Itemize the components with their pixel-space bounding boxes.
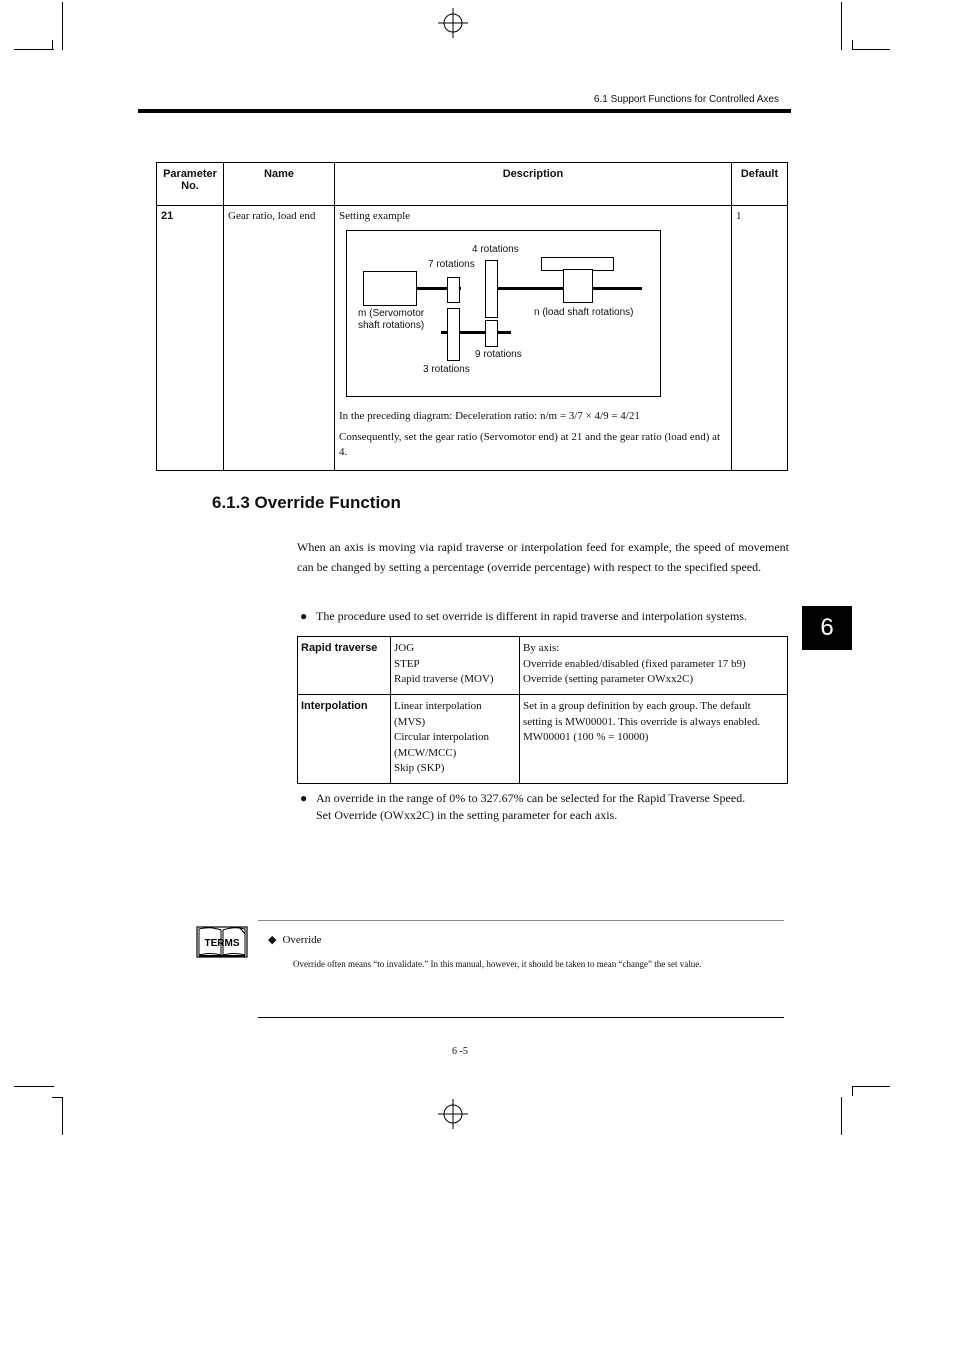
bullet-item-2: ● An override in the range of 0% to 327.67% can be selected for the Rapid Traverse Speed. Set Override (OWxx2C) in the setting parameter for each axis.: [300, 791, 746, 822]
crop-mark: [852, 40, 853, 50]
crop-mark: [841, 1097, 842, 1135]
header-rule: [138, 109, 791, 113]
crop-mark: [52, 1097, 62, 1098]
param-default-cell: 1: [732, 206, 788, 471]
gear-7-rotations: [447, 277, 460, 303]
label-servomotor-line1: m (Servomotor: [358, 308, 425, 319]
crop-mark: [852, 49, 890, 50]
label-7-rotations: 7 rotations: [428, 259, 475, 270]
crop-mark: [852, 1086, 853, 1096]
rapid-traverse-modes: JOG STEP Rapid traverse (MOV): [391, 637, 520, 695]
table-row: [298, 695, 788, 784]
description-intro: Setting example: [339, 210, 411, 222]
term-definition: Override often means “to invalidate.” In this manual, however, it should be taken to mean “change” the set value.: [293, 959, 702, 969]
load-body: [563, 269, 593, 303]
terms-bottom-rule: [258, 1017, 784, 1018]
diamond-bullet-icon: ◆: [268, 934, 277, 946]
description-calculation: In the preceding diagram: Deceleration ratio: n/m = 3/7 × 4/9 = 4/21: [339, 410, 640, 422]
crop-mark: [62, 2, 63, 50]
parameter-table: [156, 162, 788, 471]
table-row: [298, 637, 788, 695]
param-name-cell: Gear ratio, load end: [224, 206, 335, 471]
crop-mark: [841, 2, 842, 50]
gear-9-rotations: [485, 320, 498, 347]
interpolation-modes: Linear interpolation (MVS) Circular interpolation (MCW/MCC) Skip (SKP): [391, 695, 520, 784]
section-heading: 6.1.3 Override Function: [212, 493, 401, 512]
terms-top-rule: [258, 920, 784, 921]
crop-mark: [52, 40, 53, 50]
col-header-description: Description: [335, 163, 732, 206]
crop-mark: [852, 1086, 890, 1087]
row-label-rapid-traverse: Rapid traverse: [298, 637, 391, 695]
terms-book-icon: [196, 925, 248, 958]
bullet-dot: ●: [300, 791, 308, 805]
override-table: [297, 636, 788, 784]
col-header-default: Default: [732, 163, 788, 206]
running-header: 6.1 Support Functions for Controlled Axes: [593, 94, 779, 105]
bullet-item-1: ● The procedure used to set override is different in rapid traverse and interpolation systems.: [300, 609, 747, 623]
page-number: 6 -5: [452, 1046, 468, 1057]
label-3-rotations: 3 rotations: [423, 364, 470, 375]
param-description-cell: [335, 206, 732, 471]
registration-mark-bottom: [438, 1099, 468, 1129]
intro-paragraph: When an axis is moving via rapid traverse or interpolation feed for example, the speed of movement can be changed by setting a percentage (override percentage) with respect to the specified speed.: [297, 540, 789, 574]
label-9-rotations: 9 rotations: [475, 349, 522, 360]
gear-4-rotations: [485, 260, 498, 318]
interpolation-notes: Set in a group definition by each group. The default setting is MW00001. This override is always enabled. MW00001 (100 % = 10000): [520, 695, 788, 784]
registration-mark-top: [438, 8, 468, 38]
col-header-param-no: Parameter No.: [157, 163, 224, 206]
terms-icon-label: TERMS: [204, 938, 240, 949]
gear-diagram: [346, 230, 661, 397]
row-label-interpolation: Interpolation: [298, 695, 391, 784]
servomotor-box: [363, 271, 417, 306]
crop-mark: [62, 1097, 63, 1135]
gear-3-rotations: [447, 308, 460, 361]
term-heading: ◆ Override: [268, 934, 322, 946]
bullet-dot: ●: [300, 609, 308, 623]
label-load-shaft: n (load shaft rotations): [534, 307, 634, 318]
rapid-traverse-notes: By axis: Override enabled/disabled (fixed parameter 17 b9) Override (setting parameter OWxx2C): [520, 637, 788, 695]
col-header-name: Name: [224, 163, 335, 206]
crop-mark: [14, 1086, 54, 1087]
chapter-tab: 6: [802, 606, 852, 650]
param-no-cell: 21: [157, 206, 224, 471]
label-4-rotations: 4 rotations: [472, 244, 519, 255]
description-conclusion: Consequently, set the gear ratio (Servomotor end) at 21 and the gear ratio (load end) at 4.: [339, 431, 721, 458]
crop-mark: [14, 49, 54, 50]
label-servomotor-line2: shaft rotations): [358, 320, 425, 331]
